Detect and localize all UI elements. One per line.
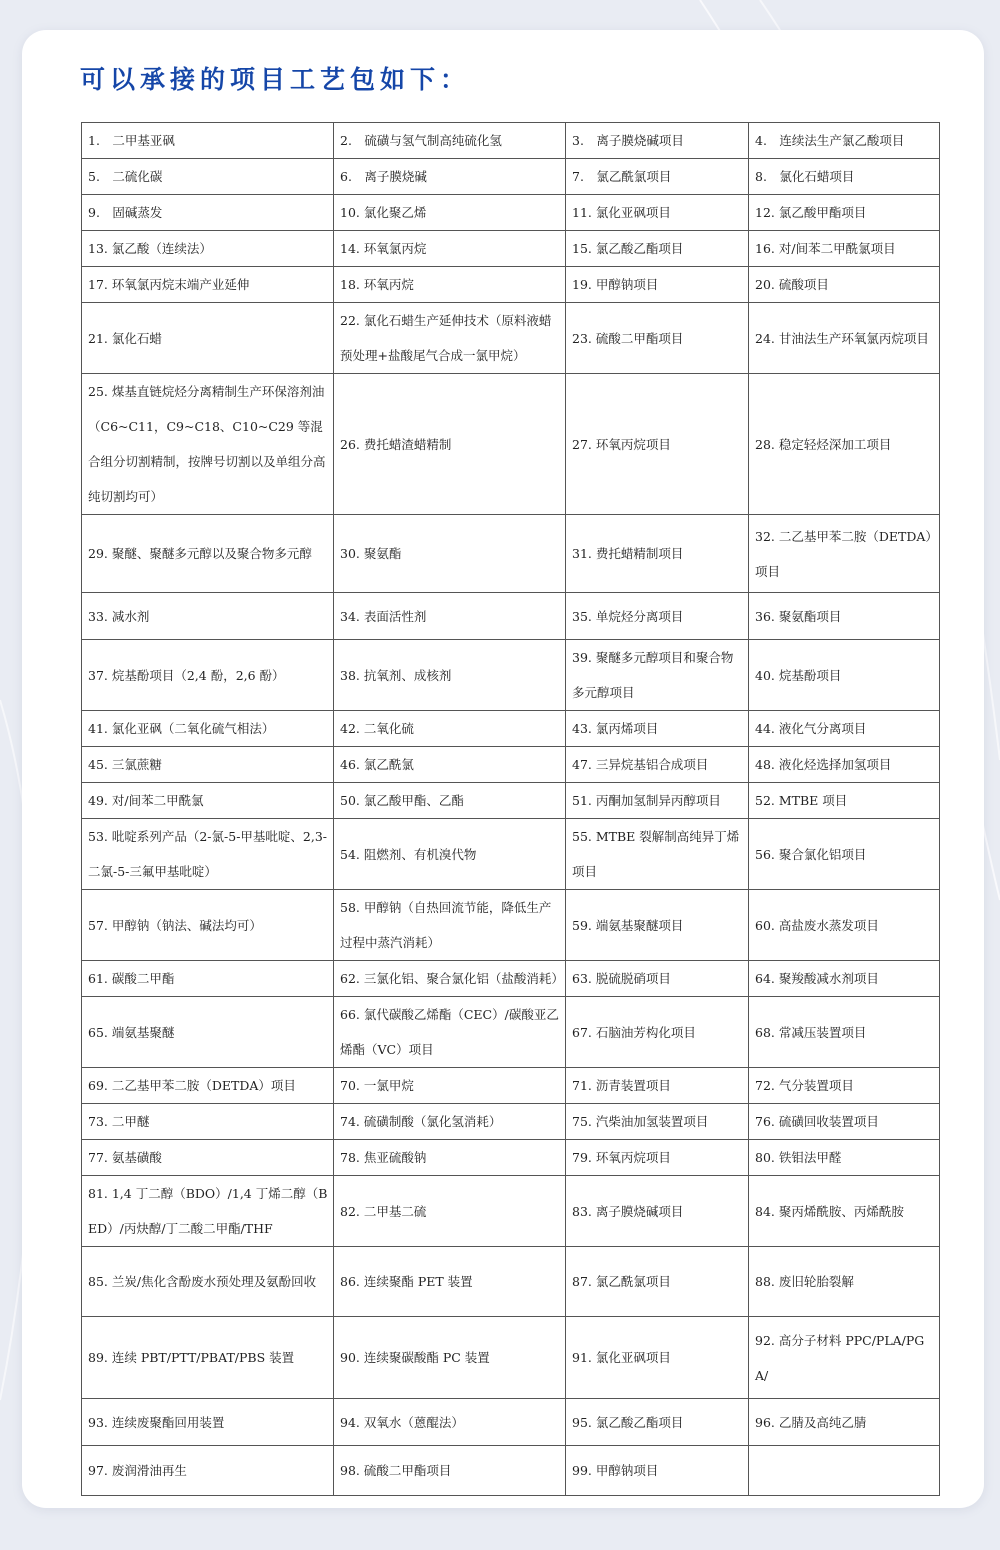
project-item: 64. 聚羧酸减水剂项目 — [749, 961, 940, 997]
table-row — [82, 961, 940, 997]
project-item: 24. 甘油法生产环氧氯丙烷项目 — [749, 303, 940, 374]
project-item: 32. 二乙基甲苯二胺（DETDA）项目 — [749, 515, 940, 593]
project-item: 19. 甲醇钠项目 — [566, 267, 749, 303]
project-item: 81. 1,4 丁二醇（BDO）/1,4 丁烯二醇（BED）/丙炔醇/丁二酸二甲酯/THF — [82, 1176, 334, 1247]
project-item: 43. 氯丙烯项目 — [566, 711, 749, 747]
project-item: 59. 端氨基聚醚项目 — [566, 890, 749, 961]
project-item: 30. 聚氨酯 — [334, 515, 566, 593]
table-row — [82, 1317, 940, 1399]
project-item: 48. 液化烃选择加氢项目 — [749, 747, 940, 783]
project-item: 71. 沥青装置项目 — [566, 1068, 749, 1104]
project-item: 31. 费托蜡精制项目 — [566, 515, 749, 593]
table-row — [82, 593, 940, 640]
table-row — [82, 783, 940, 819]
project-item: 25. 煤基直链烷烃分离精制生产环保溶剂油（C6~C11，C9~C18、C10~C29 等混合组分切割精制，按牌号切割以及单组分高纯切割均可） — [82, 374, 334, 515]
project-item: 36. 聚氨酯项目 — [749, 593, 940, 640]
project-item: 21. 氯化石蜡 — [82, 303, 334, 374]
project-item: 33. 减水剂 — [82, 593, 334, 640]
table-row — [82, 267, 940, 303]
project-item: 84. 聚丙烯酰胺、丙烯酰胺 — [749, 1176, 940, 1247]
project-item: 60. 高盐废水蒸发项目 — [749, 890, 940, 961]
project-item: 76. 硫磺回收装置项目 — [749, 1104, 940, 1140]
project-item: 65. 端氨基聚醚 — [82, 997, 334, 1068]
project-item: 27. 环氧丙烷项目 — [566, 374, 749, 515]
project-item: 91. 氯化亚砜项目 — [566, 1317, 749, 1399]
project-item: 5. 二硫化碳 — [82, 159, 334, 195]
project-item: 96. 乙腈及高纯乙腈 — [749, 1399, 940, 1446]
project-item: 23. 硫酸二甲酯项目 — [566, 303, 749, 374]
project-item: 98. 硫酸二甲酯项目 — [334, 1446, 566, 1496]
project-item: 69. 二乙基甲苯二胺（DETDA）项目 — [82, 1068, 334, 1104]
project-item: 11. 氯化亚砜项目 — [566, 195, 749, 231]
project-item: 13. 氯乙酸（连续法） — [82, 231, 334, 267]
project-item: 10. 氯化聚乙烯 — [334, 195, 566, 231]
table-row — [82, 1176, 940, 1247]
project-item: 37. 烷基酚项目（2,4 酚，2,6 酚） — [82, 640, 334, 711]
project-item: 53. 吡啶系列产品（2-氯-5-甲基吡啶、2,3-二氯-5-三氟甲基吡啶） — [82, 819, 334, 890]
project-item: 20. 硫酸项目 — [749, 267, 940, 303]
project-item: 55. MTBE 裂解制高纯异丁烯项目 — [566, 819, 749, 890]
project-item: 67. 石脑油芳构化项目 — [566, 997, 749, 1068]
table-row — [82, 1399, 940, 1446]
project-item: 6. 离子膜烧碱 — [334, 159, 566, 195]
project-item: 70. 一氯甲烷 — [334, 1068, 566, 1104]
project-item: 97. 废润滑油再生 — [82, 1446, 334, 1496]
table-row — [82, 1247, 940, 1317]
project-item: 57. 甲醇钠（钠法、碱法均可） — [82, 890, 334, 961]
project-item: 68. 常减压装置项目 — [749, 997, 940, 1068]
project-item: 8. 氯化石蜡项目 — [749, 159, 940, 195]
project-item: 72. 气分装置项目 — [749, 1068, 940, 1104]
project-item: 88. 废旧轮胎裂解 — [749, 1247, 940, 1317]
project-item: 42. 二氧化硫 — [334, 711, 566, 747]
project-item: 16. 对/间苯二甲酰氯项目 — [749, 231, 940, 267]
project-item: 73. 二甲醚 — [82, 1104, 334, 1140]
project-item: 87. 氯乙酰氯项目 — [566, 1247, 749, 1317]
table-row — [82, 303, 940, 374]
project-item: 89. 连续 PBT/PTT/PBAT/PBS 装置 — [82, 1317, 334, 1399]
table-row — [82, 1446, 940, 1496]
project-item: 63. 脱硫脱硝项目 — [566, 961, 749, 997]
project-item: 2. 硫磺与氢气制高纯硫化氢 — [334, 123, 566, 159]
project-item: 26. 费托蜡渣蜡精制 — [334, 374, 566, 515]
project-item: 29. 聚醚、聚醚多元醇以及聚合物多元醇 — [82, 515, 334, 593]
project-item: 14. 环氧氯丙烷 — [334, 231, 566, 267]
project-item: 77. 氨基磺酸 — [82, 1140, 334, 1176]
project-item: 82. 二甲基二硫 — [334, 1176, 566, 1247]
project-item: 12. 氯乙酸甲酯项目 — [749, 195, 940, 231]
project-item: 35. 单烷烃分离项目 — [566, 593, 749, 640]
table-row — [82, 231, 940, 267]
project-table-body — [82, 123, 940, 1496]
project-item: 58. 甲醇钠（自热回流节能，降低生产过程中蒸汽消耗） — [334, 890, 566, 961]
project-item: 3. 离子膜烧碱项目 — [566, 123, 749, 159]
table-row — [82, 890, 940, 961]
project-item: 47. 三异烷基铝合成项目 — [566, 747, 749, 783]
table-row — [82, 1140, 940, 1176]
project-item: 78. 焦亚硫酸钠 — [334, 1140, 566, 1176]
project-item: 62. 三氯化铝、聚合氯化铝（盐酸消耗） — [334, 961, 566, 997]
project-item: 83. 离子膜烧碱项目 — [566, 1176, 749, 1247]
table-row — [82, 1104, 940, 1140]
project-item: 15. 氯乙酸乙酯项目 — [566, 231, 749, 267]
project-item: 28. 稳定轻烃深加工项目 — [749, 374, 940, 515]
empty-cell — [749, 1446, 940, 1496]
table-row — [82, 374, 940, 515]
project-item: 40. 烷基酚项目 — [749, 640, 940, 711]
project-item: 22. 氯化石蜡生产延伸技术（原料液蜡预处理+盐酸尾气合成一氯甲烷） — [334, 303, 566, 374]
project-item: 92. 高分子材料 PPC/PLA/PGA/ — [749, 1317, 940, 1399]
project-item: 94. 双氧水（蒽醌法） — [334, 1399, 566, 1446]
project-item: 90. 连续聚碳酸酯 PC 装置 — [334, 1317, 566, 1399]
project-item: 38. 抗氧剂、成核剂 — [334, 640, 566, 711]
project-item: 9. 固碱蒸发 — [82, 195, 334, 231]
project-item: 34. 表面活性剂 — [334, 593, 566, 640]
project-item: 85. 兰炭/焦化含酚废水预处理及氨酚回收 — [82, 1247, 334, 1317]
project-item: 74. 硫磺制酸（氯化氢消耗） — [334, 1104, 566, 1140]
project-item: 18. 环氧丙烷 — [334, 267, 566, 303]
table-row — [82, 123, 940, 159]
project-item: 49. 对/间苯二甲酰氯 — [82, 783, 334, 819]
project-item: 99. 甲醇钠项目 — [566, 1446, 749, 1496]
project-item: 80. 铁钼法甲醛 — [749, 1140, 940, 1176]
project-item: 79. 环氧丙烷项目 — [566, 1140, 749, 1176]
project-item: 1. 二甲基亚砜 — [82, 123, 334, 159]
table-row — [82, 747, 940, 783]
project-item: 95. 氯乙酸乙酯项目 — [566, 1399, 749, 1446]
project-item: 45. 三氯蔗糖 — [82, 747, 334, 783]
table-row — [82, 159, 940, 195]
project-item: 56. 聚合氯化铝项目 — [749, 819, 940, 890]
project-item: 44. 液化气分离项目 — [749, 711, 940, 747]
project-item: 4. 连续法生产氯乙酸项目 — [749, 123, 940, 159]
project-table — [81, 122, 940, 1496]
table-row — [82, 1068, 940, 1104]
project-item: 39. 聚醚多元醇项目和聚合物多元醇项目 — [566, 640, 749, 711]
project-item: 7. 氯乙酰氯项目 — [566, 159, 749, 195]
project-item: 51. 丙酮加氢制异丙醇项目 — [566, 783, 749, 819]
project-item: 46. 氯乙酰氯 — [334, 747, 566, 783]
project-item: 61. 碳酸二甲酯 — [82, 961, 334, 997]
project-item: 50. 氯乙酸甲酯、乙酯 — [334, 783, 566, 819]
project-item: 52. MTBE 项目 — [749, 783, 940, 819]
project-item: 66. 氯代碳酸乙烯酯（CEC）/碳酸亚乙烯酯（VC）项目 — [334, 997, 566, 1068]
table-row — [82, 819, 940, 890]
project-item: 86. 连续聚酯 PET 装置 — [334, 1247, 566, 1317]
project-item: 41. 氯化亚砜（二氧化硫气相法） — [82, 711, 334, 747]
table-row — [82, 515, 940, 593]
table-row — [82, 997, 940, 1068]
project-item: 17. 环氧氯丙烷末端产业延伸 — [82, 267, 334, 303]
project-item: 93. 连续废聚酯回用装置 — [82, 1399, 334, 1446]
project-item: 75. 汽柴油加氢装置项目 — [566, 1104, 749, 1140]
project-item: 54. 阻燃剂、有机溴代物 — [334, 819, 566, 890]
page-title: 可以承接的项目工艺包如下： — [80, 65, 471, 94]
table-row — [82, 711, 940, 747]
table-row — [82, 195, 940, 231]
table-row — [82, 640, 940, 711]
